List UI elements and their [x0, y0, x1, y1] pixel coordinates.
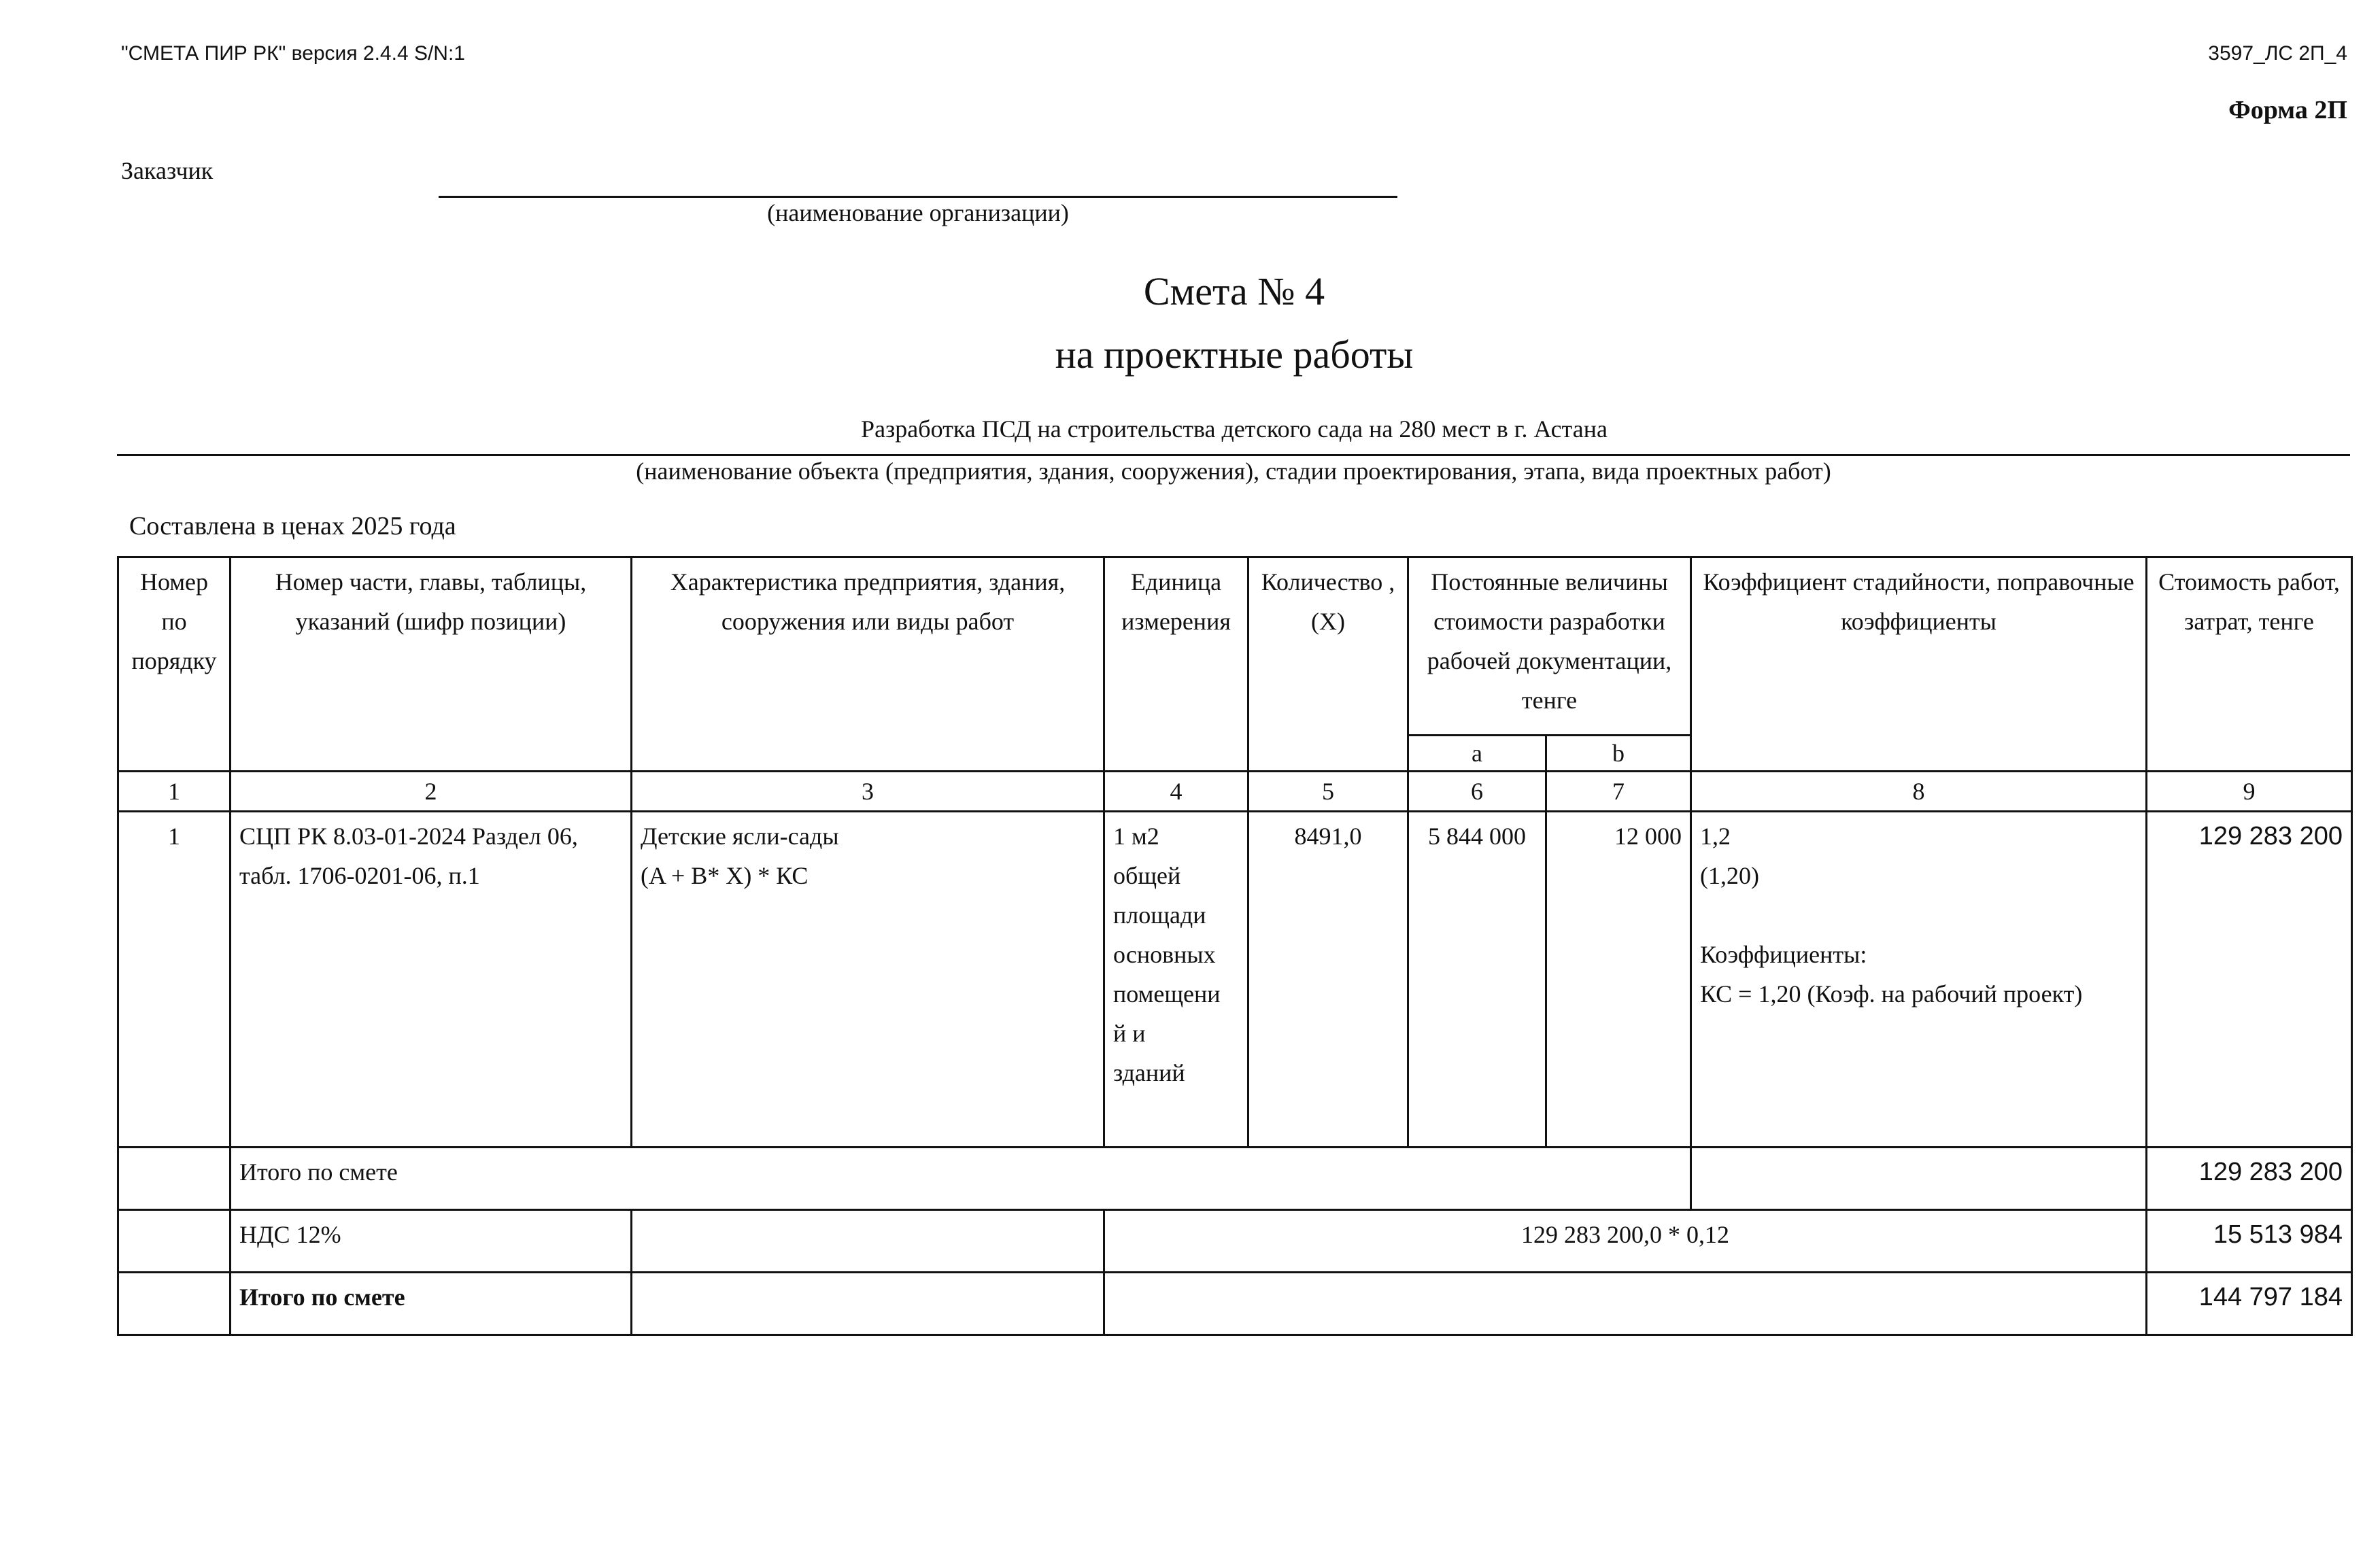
vat-label: НДС 12%: [231, 1210, 632, 1273]
vat-formula: 129 283 200,0 * 0,12: [1104, 1210, 2147, 1273]
table-row: [118, 812, 2352, 1148]
column-number: 1: [118, 772, 231, 812]
grand-total-value: 144 797 184: [2147, 1273, 2352, 1335]
customer-label: Заказчик: [121, 157, 214, 184]
column-number: 6: [1408, 772, 1546, 812]
empty-cell: [118, 1148, 231, 1210]
column-numbers-row: [118, 772, 2352, 812]
prices-note: Составлена в ценах 2025 года: [129, 512, 456, 540]
grand-total-row: [118, 1273, 2352, 1335]
document-code: 3597_ЛС 2П_4: [2208, 42, 2347, 65]
object-name: Разработка ПСД на строительства детского сада на 280 мест в г. Астана: [861, 415, 1608, 443]
row-quantity: 8491,0: [1248, 812, 1408, 1148]
header-coefficients: Коэффициент стадийности, поправочные коэффициенты: [1691, 557, 2147, 772]
estimate-table: [117, 556, 2353, 1336]
column-number: 4: [1104, 772, 1248, 812]
customer-line: [439, 196, 1397, 198]
column-number: 2: [231, 772, 632, 812]
column-number: 5: [1248, 772, 1408, 812]
vat-value: 15 513 984: [2147, 1210, 2352, 1273]
column-number: 7: [1546, 772, 1691, 812]
empty-cell: [632, 1273, 1104, 1335]
header-constants: Постоянные величины стоимости разработки рабочей документации, тенге: [1408, 557, 1691, 736]
header-row: [118, 557, 2352, 736]
empty-cell: [1691, 1148, 2147, 1210]
row-b: 12 000: [1546, 812, 1691, 1148]
row-description: Детские ясли-сады (A + B* X) * КС: [632, 812, 1104, 1148]
column-number: 3: [632, 772, 1104, 812]
header-unit: Единица измерения: [1104, 557, 1248, 772]
row-code: СЦП РК 8.03-01-2024 Раздел 06, табл. 1706-0201-06, п.1: [231, 812, 632, 1148]
form-label: Форма 2П: [2228, 96, 2347, 124]
row-unit: 1 м2 общей площади основных помещени й и зданий: [1104, 812, 1248, 1148]
vat-row: [118, 1210, 2352, 1273]
empty-cell: [118, 1273, 231, 1335]
total-value: 129 283 200: [2147, 1148, 2352, 1210]
object-line: [117, 454, 2350, 456]
total-row: [118, 1148, 2352, 1210]
header-b: b: [1546, 736, 1691, 772]
customer-caption: (наименование организации): [767, 199, 1069, 226]
row-coefficients: 1,2 (1,20) Коэффициенты: КС = 1,20 (Коэф. на рабочий проект): [1691, 812, 2147, 1148]
column-number: 8: [1691, 772, 2147, 812]
row-number: 1: [118, 812, 231, 1148]
empty-cell: [1104, 1273, 2147, 1335]
column-number: 9: [2147, 772, 2352, 812]
header-number: Номер по порядку: [118, 557, 231, 772]
object-caption: (наименование объекта (предприятия, здания, сооружения), стадии проектирования, этапа, вида проектных работ): [636, 458, 1831, 485]
program-version: "СМЕТА ПИР РК" версия 2.4.4 S/N:1: [121, 42, 465, 65]
header-a: a: [1408, 736, 1546, 772]
empty-cell: [632, 1210, 1104, 1273]
row-a: 5 844 000: [1408, 812, 1546, 1148]
estimate-title: Смета № 4: [1143, 269, 1325, 313]
total-label: Итого по смете: [231, 1148, 1691, 1210]
header-cost: Стоимость работ, затрат, тенге: [2147, 557, 2352, 772]
estimate-subtitle: на проектные работы: [1055, 332, 1414, 377]
grand-total-label: Итого по смете: [231, 1273, 632, 1335]
row-cost: 129 283 200: [2147, 812, 2352, 1148]
empty-cell: [118, 1210, 231, 1273]
header-description: Характеристика предприятия, здания, сооружения или виды работ: [632, 557, 1104, 772]
header-code: Номер части, главы, таблицы, указаний (шифр позиции): [231, 557, 632, 772]
header-quantity: Количество , (X): [1248, 557, 1408, 772]
